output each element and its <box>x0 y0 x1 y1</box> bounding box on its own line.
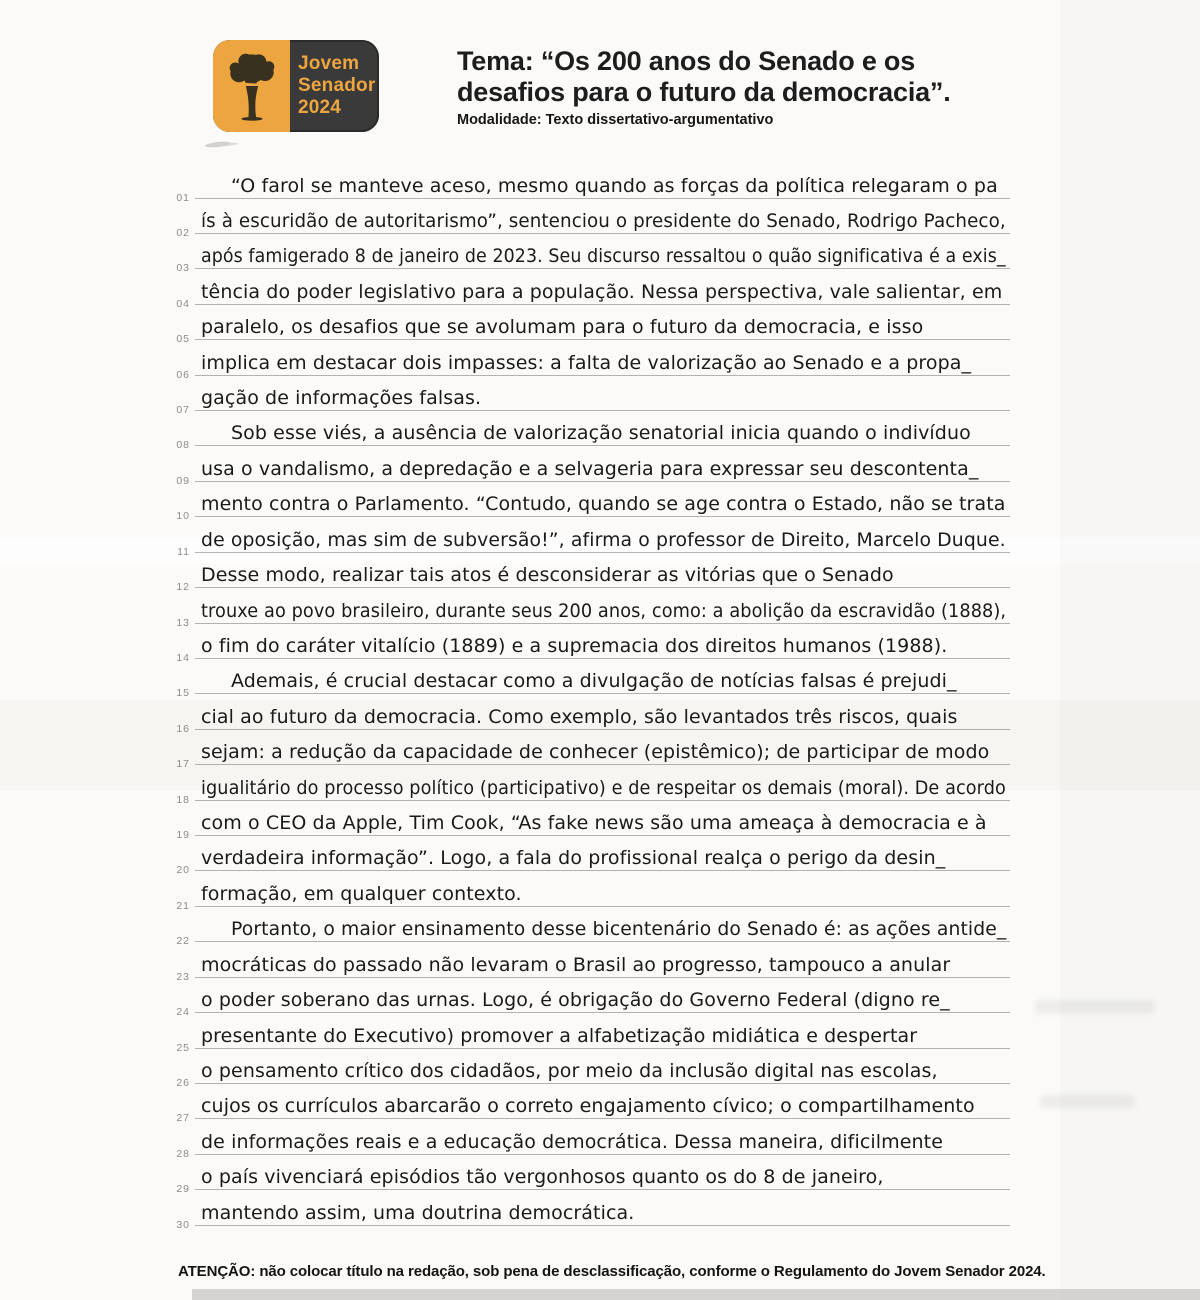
handwritten-line: ís à escuridão de autoritarismo”, sentenciou o presidente do Senado, Rodrigo Pacheco, <box>201 209 1006 232</box>
line-number: 11 <box>177 545 190 558</box>
essay-row <box>176 1191 1010 1231</box>
handwritten-line: paralelo, os desafios que se avolumam para o futuro da democracia, e isso <box>201 316 924 339</box>
line-number: 25 <box>176 1041 190 1054</box>
handwritten-line: de oposição, mas sim de subversão!”, afirma o professor de Direito, Marcelo Duque. <box>201 528 1006 551</box>
line-number: 02 <box>176 226 190 239</box>
handwritten-line: verdadeira informação”. Logo, a fala do profissional realça o perigo da desin_ <box>201 847 946 870</box>
line-number: 19 <box>176 829 190 842</box>
essay-row <box>176 695 1010 735</box>
handwritten-line: o fim do caráter vitalício (1889) e a supremacia dos direitos humanos (1988). <box>201 634 948 657</box>
essay-row <box>176 978 1010 1019</box>
scan-edge-band <box>192 1289 1200 1300</box>
handwritten-line: após famigerado 8 de janeiro de 2023. Seu discurso ressaltou o quão significativa é a exis_ <box>201 245 1006 268</box>
essay-row <box>176 943 1010 983</box>
modalidade-label: Modalidade: Texto dissertativo-argumentativo <box>457 112 774 128</box>
line-number: 30 <box>176 1218 190 1231</box>
line-number: 05 <box>176 333 190 346</box>
line-number: 06 <box>176 368 190 381</box>
handwritten-line: igualitário do processo político (participativo) e de respeitar os demais (moral). De acordo <box>201 776 1006 799</box>
handwritten-line: usa o vandalismo, a depredação e a selvageria para expressar seu descontenta_ <box>201 457 979 480</box>
essay-row <box>176 482 1010 523</box>
bleed-through-ghost <box>1040 1095 1135 1108</box>
essay-row <box>176 730 1010 771</box>
line-number: 04 <box>176 297 190 310</box>
essay-row <box>176 801 1010 842</box>
bleed-through-ghost <box>1035 1000 1155 1014</box>
handwritten-line: gação de informações falsas. <box>201 387 482 410</box>
handwritten-line: mocráticas do passado não levaram o Brasil ao progresso, tampouco a anular <box>201 953 951 976</box>
handwritten-line: presentante do Executivo) promover a alfabetização midiática e despertar <box>201 1024 918 1047</box>
line-number: 14 <box>176 651 190 664</box>
essay-row <box>177 518 1010 558</box>
tema-title-line1: Tema: “Os 200 anos do Senado e os <box>457 46 916 76</box>
essay-row <box>176 659 1010 700</box>
line-number: 29 <box>176 1183 190 1196</box>
line-number: 20 <box>176 864 190 877</box>
handwritten-line: Ademais, é crucial destacar como a divulgação de notícias falsas é prejudi_ <box>231 670 957 693</box>
essay-row <box>176 341 1010 381</box>
essay-row <box>176 1084 1010 1125</box>
handwritten-line: Sob esse viés, a ausência de valorização senatorial inicia quando o indivíduo <box>231 422 971 445</box>
handwritten-line: o pensamento crítico dos cidadãos, por meio da inclusão digital nas escolas, <box>201 1060 938 1082</box>
logo-text-senador: Senador <box>298 75 376 96</box>
essay-row <box>176 1155 1010 1196</box>
line-number: 08 <box>176 439 190 452</box>
line-number: 01 <box>176 191 190 204</box>
handwritten-line: Desse modo, realizar tais atos é desconsiderar as vitórias que o Senado <box>201 564 894 587</box>
essay-row <box>176 411 1010 452</box>
handwritten-line: o poder soberano das urnas. Logo, é obrigação do Governo Federal (digno re_ <box>201 989 950 1012</box>
essay-row <box>176 836 1010 877</box>
line-number: 18 <box>176 793 190 806</box>
handwritten-line: sejam: a redução da capacidade de conhecer (epistêmico); de participar de modo <box>201 741 990 764</box>
handwritten-line: cujos os currículos abarcarão o correto engajamento cívico; o compartilhamento <box>201 1095 975 1118</box>
essay-row <box>176 199 1010 239</box>
line-number: 26 <box>176 1077 190 1089</box>
line-number: 03 <box>176 262 190 275</box>
line-number: 23 <box>176 970 190 983</box>
essay-row <box>176 624 1010 664</box>
line-number: 21 <box>176 899 190 912</box>
tema-title-line2: desafios para o futuro da democracia”. <box>457 77 951 107</box>
line-number: 07 <box>176 404 190 417</box>
line-number: 22 <box>176 935 190 948</box>
essay-row <box>176 872 1010 912</box>
line-number: 28 <box>176 1147 190 1160</box>
handwritten-line: cial ao futuro da democracia. Como exemplo, são levantados três riscos, quais <box>201 705 958 728</box>
line-number: 27 <box>176 1112 190 1125</box>
handwritten-line: mento contra o Parlamento. “Contudo, quando se age contra o Estado, não se trata <box>201 493 1006 516</box>
essay-row <box>176 305 1010 346</box>
line-number: 10 <box>176 510 190 523</box>
attention-note: ATENÇÃO: não colocar título na redação, sob pena de desclassificação, conforme o Regulamento do Jovem Senador 2024. <box>178 1263 1046 1280</box>
essay-row <box>176 553 1010 594</box>
essay-row <box>176 589 1010 629</box>
logo-text-2024: 2024 <box>298 97 342 118</box>
handwritten-line: trouxe ao povo brasileiro, durante seus 200 anos, como: a abolição da escravidão (1888), <box>201 599 1007 622</box>
handwritten-line: de informações reais e a educação democrática. Dessa maneira, dificilmente <box>201 1130 944 1153</box>
handwritten-line: o país vivenciará episódios tão vergonhosos quanto os do 8 de janeiro, <box>201 1166 884 1189</box>
line-number: 13 <box>176 616 190 629</box>
essay-row <box>176 270 1010 310</box>
essay-row <box>176 234 1010 275</box>
line-number: 17 <box>176 758 190 771</box>
handwritten-line: tência do poder legislativo para a população. Nessa perspectiva, vale salientar, em <box>201 280 1003 303</box>
essay-row <box>176 447 1010 487</box>
line-number: 24 <box>176 1006 190 1019</box>
line-number: 16 <box>176 722 190 735</box>
essay-row <box>176 1049 1010 1089</box>
line-number: 12 <box>176 581 190 594</box>
essay-row <box>176 164 1010 204</box>
handwritten-line: formação, em qualquer contexto. <box>201 882 522 905</box>
handwritten-line: com o CEO da Apple, Tim Cook, “As fake news são uma ameaça à democracia e à <box>201 812 987 835</box>
handwritten-line: “O farol se manteve aceso, mesmo quando as forças da política relegaram o pa <box>231 174 998 197</box>
essay-row <box>176 376 1010 417</box>
line-number: 15 <box>176 687 190 700</box>
essay-row <box>176 1120 1010 1160</box>
essay-row <box>176 907 1010 948</box>
line-number: 09 <box>176 474 190 487</box>
essay-row <box>176 766 1010 806</box>
handwritten-line: Portanto, o maior ensinamento desse bicentenário do Senado é: as ações antide_ <box>231 918 1007 941</box>
logo-text-jovem: Jovem <box>298 53 360 74</box>
essay-row <box>176 1014 1010 1054</box>
handwritten-line: mantendo assim, uma doutrina democrática. <box>201 1201 635 1224</box>
handwritten-line: implica em destacar dois impasses: a falta de valorização ao Senado e a propa_ <box>201 351 972 374</box>
